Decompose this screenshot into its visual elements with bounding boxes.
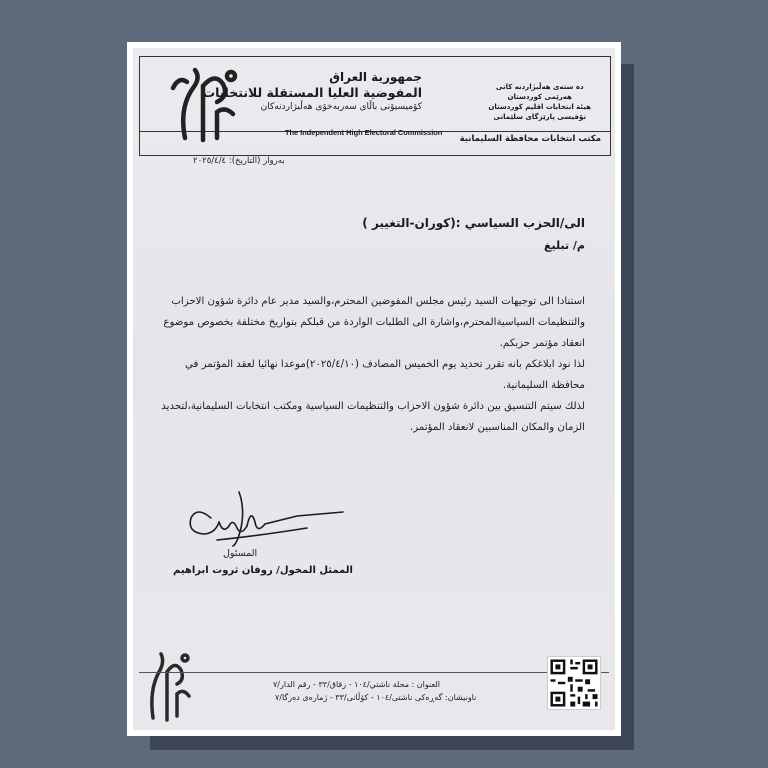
regional-line-4: نۆفیسى پارێزگای سلێمانى <box>493 113 586 121</box>
address-arabic: العنوان : محلة ناشتي/١٠٤ - زقاق/٣٣ - رقم الدار/٧ <box>273 680 440 689</box>
qr-code-icon <box>547 656 601 710</box>
body-paragraph-2: لذا نود ابلاغكم بانه تقرر تحديد يوم الخميس المصادف (٢٠٢٥/٤/١٠)موعدا نهائيا لعقد المؤتمر في محافظة السليمانية. <box>185 359 585 391</box>
address-kurdish: ناونيشان: گەڕەكى ناشتى/١٠٤ - كۆڵانى/٣٣ - ژمارەى دەرگا/٧ <box>275 693 477 702</box>
regional-line-2: هەرێمى كوردستان <box>507 93 572 101</box>
commission-name-ku: كۆميسيۆنى باڵاى سەربەخۆى هەڵبژاردنەكان <box>260 102 422 112</box>
body-paragraph-3: لذلك سيتم التنسيق بين دائرة شؤون الاحزاب والتنظيمات السياسية ومكتب انتخابات السليمانية،لتحديد الزمان والمكان المناسبين لانعقاد المؤتمر. <box>161 401 585 433</box>
commission-name-en: The Independent High Electoral Commission <box>285 128 443 137</box>
regional-line-1: دە ستەى هەڵبژاردنە كانى <box>495 83 584 91</box>
footer-logo-icon <box>139 642 195 724</box>
commission-name-ar: المفوضية العليا المستقلة للانتخابات <box>202 85 422 100</box>
subject-line: م/ تبليغ <box>543 239 585 252</box>
recipient-line: الى/الحزب السياسي :(كوران-التغيير ) <box>362 216 585 230</box>
footer-divider <box>139 672 609 673</box>
handwritten-signature <box>177 488 347 548</box>
signatory-name: الممثل المخول/ روفان ثروت ابراهيم <box>173 565 353 576</box>
body-paragraph-1: استنادا الى توجيهات السيد رئيس مجلس المفوضين المحترم،والسيد مدير عام دائرة شؤون الاحزاب والتنظيمات السياسيةالمحترم،واشارة الى الطلبات الواردة من قبلكم بتواريخ مختلفة بخصوص موضوع انعقاد مؤتمر حزبكم. <box>163 296 585 349</box>
official-letter <box>133 48 615 730</box>
regional-line-3: هيئة انتخابات اقليم كوردستان <box>488 103 591 111</box>
regional-board-block <box>488 82 591 122</box>
letter-body <box>155 291 585 438</box>
office-name: مكتب انتخابات محافظة السليمانية <box>459 134 601 144</box>
country-name: جمهورية العراق <box>329 70 422 84</box>
letterhead-title-block <box>203 70 422 112</box>
letter-date: بەروار (التاريخ): ٢٠٢٥/٤/٤ <box>193 156 285 166</box>
signatory-title: المسئول <box>223 548 258 559</box>
